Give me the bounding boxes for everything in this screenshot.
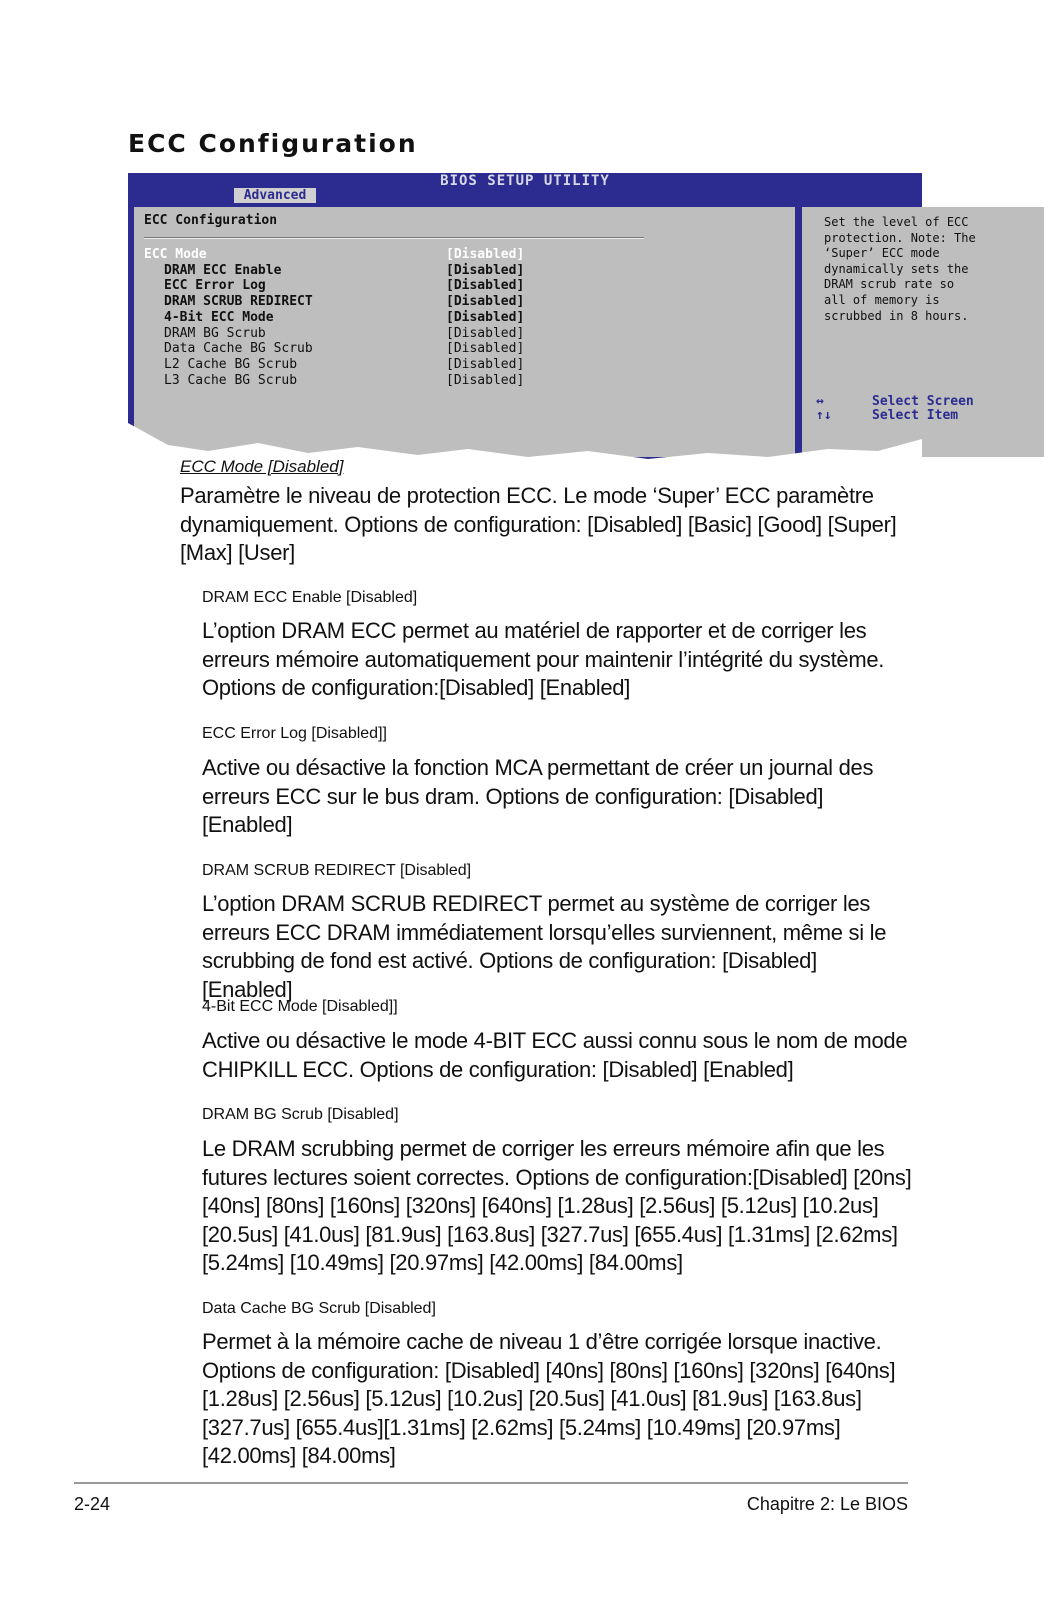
bios-value-l2-cache-bg-scrub[interactable]: [Disabled]	[446, 356, 525, 372]
section-title-data-cache-bg-scrub: Data Cache BG Scrub [Disabled]	[202, 1300, 436, 1317]
section-text-data-cache-bg-scrub: Permet à la mémoire cache de niveau 1 d’être corrigée lorsque inactive. Options de configuration: [Disabled] [40ns] [80ns] [160ns] [320ns] [640ns] [1.28us] [2.56us] [5.12us] [10.2us] [20.5us] [41.0us] [81.9us] [163.8us] [327.7us] [655.4us][1.31ms] [2.62ms] [5.24ms] [10.49ms] [20.97ms] [42.00ms] [84.00ms]	[202, 1329, 896, 1468]
page-number: 2-24	[74, 1494, 111, 1514]
section-text-dram-bg-scrub: Le DRAM scrubbing permet de corriger les erreurs mémoire afin que les futures lectures soient correctes. Options de configuration:[Disabled] [20ns] [40ns] [80ns] [160ns] [320ns] [640ns] [1.28us] [2.56us] [5.12us] [10.2us] [20.5us] [41.0us] [81.9us] [163.8us] [327.7us] [655.4us] [1.31ms] [2.62ms] [5.24ms] [10.49ms] [20.97ms] [42.00ms] [84.00ms]	[202, 1136, 912, 1275]
bios-help-panel	[802, 207, 1044, 457]
bios-value-data-cache-bg-scrub[interactable]: [Disabled]	[446, 341, 525, 357]
tab-advanced[interactable]: Advanced	[234, 188, 316, 203]
bios-item-dram-ecc-enable[interactable]: DRAM ECC Enable	[164, 262, 282, 278]
bios-nav-label: Select Item	[872, 408, 959, 423]
bios-item-ecc-mode[interactable]: ECC Mode	[144, 247, 207, 262]
bios-nav-select-screen	[816, 395, 974, 409]
section-title-dram-scrub-redirect: DRAM SCRUB REDIRECT [Disabled]	[202, 862, 472, 879]
bios-item-4bit-ecc-mode[interactable]: 4-Bit ECC Mode	[164, 309, 274, 325]
section-text-4bit-ecc-mode: Active ou désactive le mode 4-BIT ECC aussi connu sous le nom de mode CHIPKILL ECC. Options de configuration: [Disabled] [Enabled]	[202, 1028, 908, 1082]
section-text-dram-ecc-enable: L’option DRAM ECC permet au matériel de rapporter et de corriger les erreurs mémoire automatiquement pour maintenir l’intégrité du système. Options de configuration:[Disabled] [Enabled]	[202, 618, 885, 700]
bios-settings-panel	[134, 207, 795, 457]
bios-value-dram-ecc-enable[interactable]: [Disabled]	[446, 262, 525, 278]
bios-utility-title: BIOS SETUP UTILITY	[440, 173, 610, 189]
bios-value-ecc-error-log[interactable]: [Disabled]	[446, 278, 525, 294]
bios-value-dram-bg-scrub[interactable]: [Disabled]	[446, 325, 525, 341]
bios-divider	[144, 237, 644, 239]
section-text-dram-scrub-redirect: L’option DRAM SCRUB REDIRECT permet au système de corriger les erreurs ECC DRAM immédiatement lorsqu’elles surviennent, même si le scrubbing de fond est activé. Options de configuration: [Disabled] [Enabled]	[202, 891, 887, 1002]
footer-divider	[74, 1482, 908, 1484]
bios-item-dram-scrub-redirect[interactable]: DRAM SCRUB REDIRECT	[164, 294, 313, 310]
chapter-label: Chapitre 2: Le BIOS	[746, 1494, 908, 1514]
bios-item-dram-bg-scrub[interactable]: DRAM BG Scrub	[164, 325, 266, 341]
bios-help-text: Set the level of ECC protection. Note: The ‘Super’ ECC mode dynamically sets the DRAM scrub rate so all of memory is scrubbed in 8 hours.	[824, 215, 976, 323]
section-text-ecc-mode: Paramètre le niveau de protection ECC. Le mode ‘Super’ ECC paramètre dynamiquement. Options de configuration: [Disabled] [Basic] [Good] [Super] [Max] [User]	[180, 483, 897, 565]
section-title-ecc-mode: ECC Mode [Disabled]	[180, 457, 344, 476]
bios-section-heading: ECC Configuration	[144, 213, 278, 228]
left-right-arrows-icon: ↔	[816, 394, 824, 409]
bios-value-4bit-ecc-mode[interactable]: [Disabled]	[446, 309, 525, 325]
bios-value-ecc-mode[interactable]: [Disabled]	[446, 247, 525, 262]
bios-item-data-cache-bg-scrub[interactable]: Data Cache BG Scrub	[164, 341, 313, 357]
up-down-arrows-icon: ↑↓	[816, 408, 832, 423]
bios-value-dram-scrub-redirect[interactable]: [Disabled]	[446, 294, 525, 310]
section-title-dram-ecc-enable: DRAM ECC Enable [Disabled]	[202, 589, 418, 606]
bios-item-ecc-error-log[interactable]: ECC Error Log	[164, 278, 266, 294]
bios-item-l3-cache-bg-scrub[interactable]: L3 Cache BG Scrub	[164, 372, 298, 388]
bios-value-l3-cache-bg-scrub[interactable]: [Disabled]	[446, 372, 525, 388]
page-title: ECC Configuration	[128, 129, 418, 158]
section-title-ecc-error-log: ECC Error Log [Disabled]]	[202, 725, 387, 742]
section-title-dram-bg-scrub: DRAM BG Scrub [Disabled]	[202, 1106, 399, 1123]
torn-edge	[128, 421, 922, 461]
bios-item-l2-cache-bg-scrub[interactable]: L2 Cache BG Scrub	[164, 356, 298, 372]
bios-nav-label: Select Screen	[872, 394, 974, 409]
section-text-ecc-error-log: Active ou désactive la fonction MCA permettant de créer un journal des erreurs ECC sur le bus dram. Options de configuration: [Disabled] [Enabled]	[202, 755, 874, 837]
bios-title-bar	[128, 173, 922, 203]
bios-screenshot	[128, 173, 976, 461]
section-title-4bit-ecc-mode: 4-Bit ECC Mode [Disabled]]	[202, 998, 398, 1015]
